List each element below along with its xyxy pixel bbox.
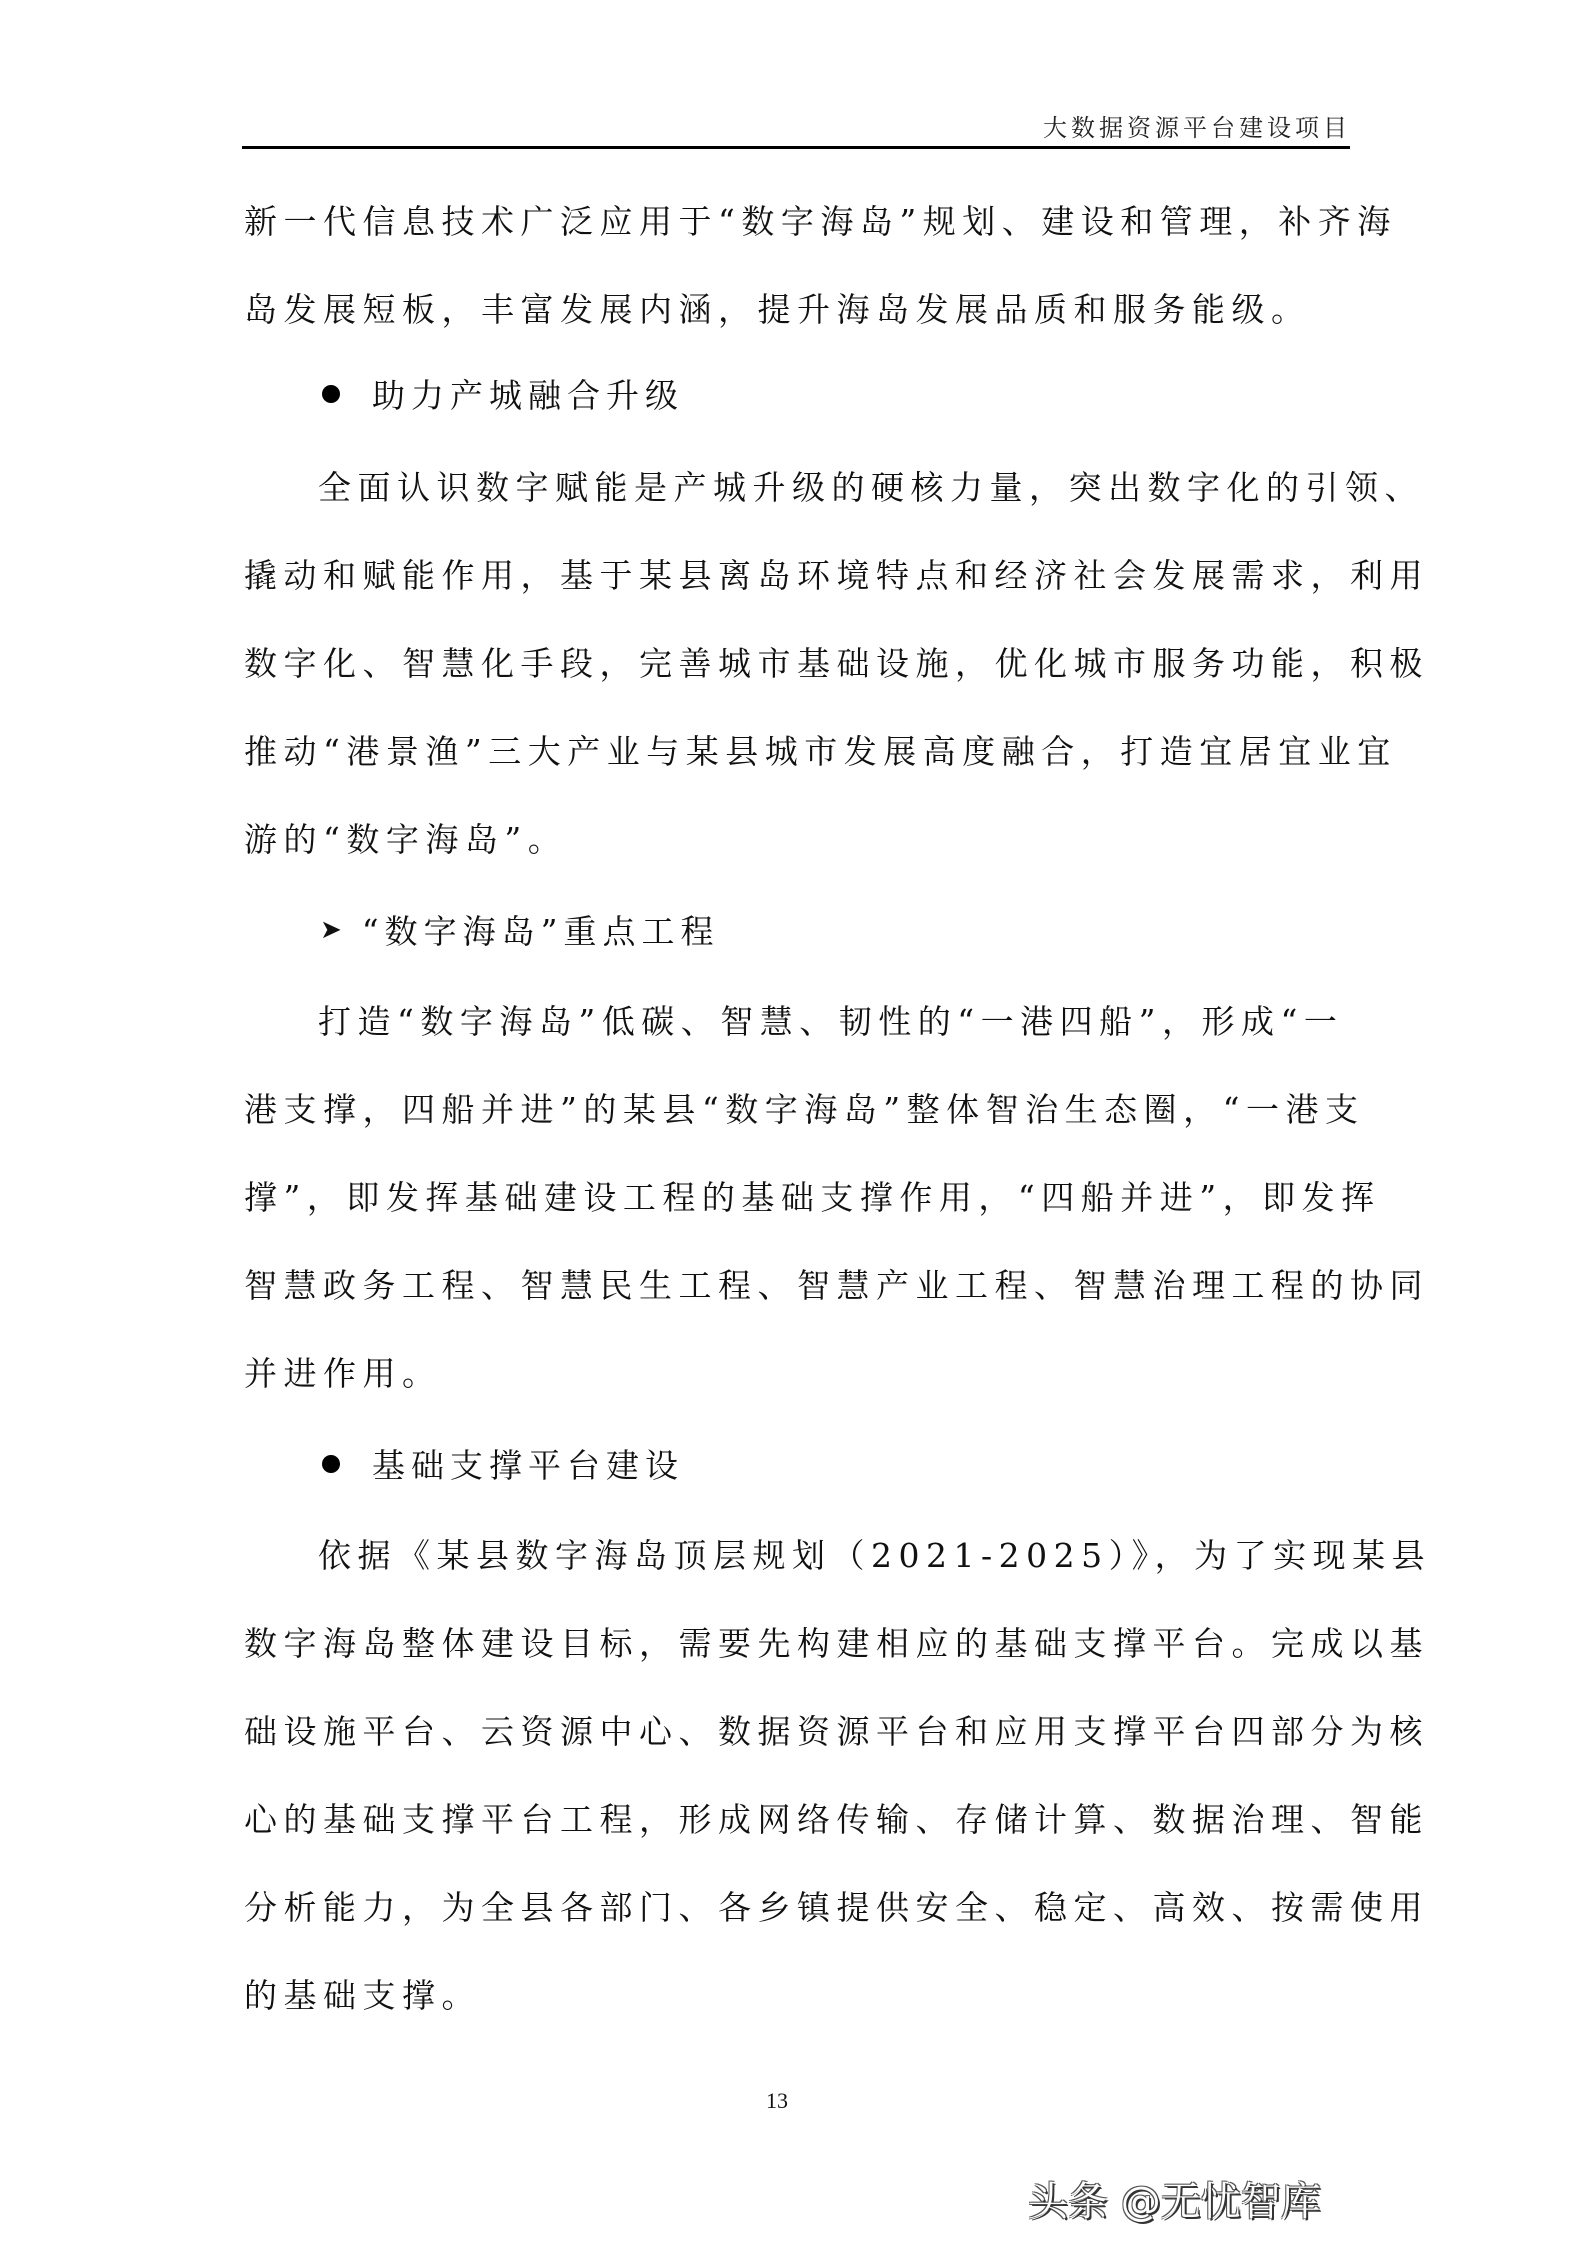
watermark: 头条 @无忧智库	[1028, 2179, 1321, 2225]
page-number: 13	[766, 2088, 788, 2113]
paragraph-line: 撑”，即发挥基础建设工程的基础支撑作用，“四船并进”，即发挥	[244, 1178, 1381, 1217]
bullet-heading	[318, 370, 684, 417]
paragraph-line: 心的基础支撑平台工程，形成网络传输、存储计算、数据治理、智能	[244, 1800, 1429, 1839]
paragraph-line: 分析能力，为全县各部门、各乡镇提供安全、稳定、高效、按需使用	[244, 1888, 1429, 1927]
paragraph-line: 游的“数字海岛”。	[244, 820, 568, 859]
paragraph-line: 打造“数字海岛”低碳、智慧、韧性的“一港四船”，形成“一	[318, 1002, 1344, 1041]
paragraph-line: 新一代信息技术广泛应用于“数字海岛”规划、建设和管理，补齐海	[244, 202, 1397, 241]
header-title: 大数据资源平台建设项目	[1043, 114, 1351, 142]
bullet-icon	[322, 385, 340, 403]
header-divider	[242, 146, 1350, 149]
bullet-heading-text: 助力产城融合升级	[372, 376, 684, 415]
paragraph-line: 智慧政务工程、智慧民生工程、智慧产业工程、智慧治理工程的协同	[244, 1266, 1429, 1305]
paragraph-line: 港支撑，四船并进”的某县“数字海岛”整体智治生态圈，“一港支	[244, 1090, 1365, 1129]
arrow-heading-text: “数字海岛”重点工程	[361, 912, 720, 951]
paragraph-line: 数字化、智慧化手段，完善城市基础设施，优化城市服务功能，积极	[244, 644, 1429, 683]
paragraph-line: 的基础支撑。	[244, 1976, 481, 2015]
paragraph-line: 岛发展短板，丰富发展内涵，提升海岛发展品质和服务能级。	[244, 290, 1311, 329]
bullet-icon	[322, 1455, 340, 1473]
paragraph-line: 推动“港景渔”三大产业与某县城市发展高度融合，打造宜居宜业宜	[244, 732, 1397, 771]
arrow-heading	[318, 906, 720, 953]
paragraph-line: 依据《某县数字海岛顶层规划（2021-2025）》，为了实现某县	[318, 1536, 1432, 1575]
bullet-heading-text: 基础支撑平台建设	[372, 1446, 684, 1485]
paragraph-line: 数字海岛整体建设目标，需要先构建相应的基础支撑平台。完成以基	[244, 1624, 1429, 1663]
paragraph-line: 全面认识数字赋能是产城升级的硬核力量，突出数字化的引领、	[318, 468, 1424, 507]
bullet-heading	[318, 1440, 684, 1487]
arrowhead-icon: ➤	[320, 914, 348, 945]
paragraph-line: 础设施平台、云资源中心、数据资源平台和应用支撑平台四部分为核	[244, 1712, 1429, 1751]
paragraph-line: 并进作用。	[244, 1354, 442, 1393]
paragraph-line: 撬动和赋能作用，基于某县离岛环境特点和经济社会发展需求，利用	[244, 556, 1429, 595]
